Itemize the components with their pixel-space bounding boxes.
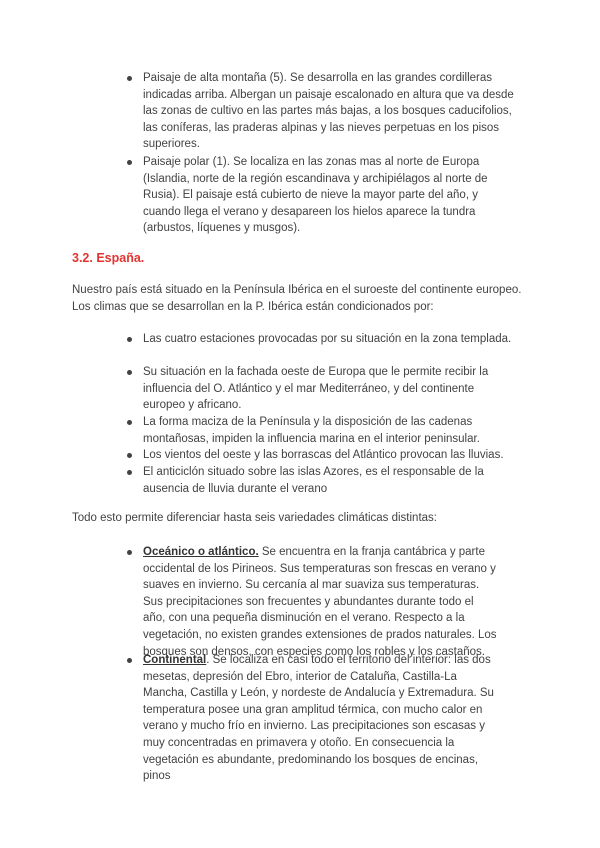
list-item-text: Paisaje polar (1). Se localiza en las zonas mas al norte de Europa (Islandia, norte de la región escandinava y archipiélagos al norte de Rusia). El paisaje está cubierto de nieve la mayor parte del año, y cuando llega el verano y desapareen los hielos aparece la tundra (arbustos, líquenes y musgos).	[143, 156, 488, 235]
list-item-text	[143, 544, 497, 660]
bullet-icon	[127, 550, 132, 555]
summary-paragraph: Todo esto permite diferenciar hasta seis variedades climáticas distintas:	[72, 512, 437, 524]
list-item-text: El anticiclón situado sobre las islas Azores, es el responsable de la ausencia de lluvia durante el verano	[143, 466, 484, 495]
landscape-list	[0, 70, 600, 238]
list-item-text: Paisaje de alta montaña (5). Se desarrolla en las grandes cordilleras indicadas arriba. Albergan un paisaje escalonado en altura que va desde las zonas de cultivo en las partes más bajas, a los bosques caducifolios, las coníferas, las praderas alpinas y las nieves perpetuas en los pisos superiores.	[143, 72, 514, 151]
factors-list	[0, 331, 600, 497]
list-item	[0, 652, 600, 812]
list-item-text: Su situación en la fachada oeste de Europa que le permite recibir la influencia del O. Atlántico y el mar Mediterráneo, y del continente europeo y africano.	[143, 366, 489, 412]
list-item-text: Los vientos del oeste y las borrascas del Atlántico provocan las lluvias.	[143, 449, 504, 461]
list-item	[0, 544, 600, 658]
climate-description: . Se localiza en casi todo el territorio del interior: las dos mesetas, depresión del Ebro, interior de Cataluña, Castilla-La Mancha, Castilla y León, y nordeste de Andalucía y Extremadura. Su temperatura posee una gran amplitud térmica, con mucho calor en verano y mucho frío en invierno. Las precipitaciones son escasas y muy concentradas en primavera y otoño. En consecuencia la vegetación es abundante, predominando los bosques de encinas, pinos	[143, 654, 494, 783]
list-item-text: La forma maciza de la Península y la disposición de las cadenas montañosas, impiden la influencia marina en el interior peninsular.	[143, 416, 480, 445]
climate-list	[0, 544, 600, 812]
bullet-icon	[127, 658, 132, 663]
list-item	[0, 70, 600, 154]
list-item	[0, 364, 600, 414]
bullet-icon	[127, 420, 132, 425]
bullet-icon	[127, 370, 132, 375]
list-item	[0, 447, 600, 464]
bullet-icon	[127, 453, 132, 458]
intro-paragraph: Nuestro país está situado en la Península Ibérica en el suroeste del continente europeo. Los climas que se desarrollan en la P. Ibérica están condicionados por:	[72, 284, 522, 313]
list-item	[0, 331, 600, 364]
list-item	[0, 154, 600, 238]
bullet-icon	[127, 76, 132, 81]
list-item	[0, 464, 600, 497]
bullet-icon	[127, 470, 132, 475]
list-item	[0, 414, 600, 447]
climate-title: Oceánico o atlántico.	[143, 546, 259, 558]
bullet-icon	[127, 160, 132, 165]
list-item-text: Las cuatro estaciones provocadas por su situación en la zona templada.	[143, 333, 512, 345]
climate-title: Continental	[143, 654, 207, 666]
climate-description: Se encuentra en la franja cantábrica y parte occidental de los Pirineos. Sus temperaturas son frescas en verano y suaves en invierno. Su cercanía al mar suaviza sus temperaturas. Sus precipitaciones son frecuentes y abundantes durante todo el año, con una pequeña disminución en el verano. Respecto a la vegetación, no existen grandes extensiones de prados naturales. Los bosques son densos, con especies como los robles y los castaños.	[143, 546, 497, 658]
bullet-icon	[127, 337, 132, 342]
section-heading: 3.2. España.	[72, 251, 145, 265]
list-item-text	[143, 652, 497, 785]
